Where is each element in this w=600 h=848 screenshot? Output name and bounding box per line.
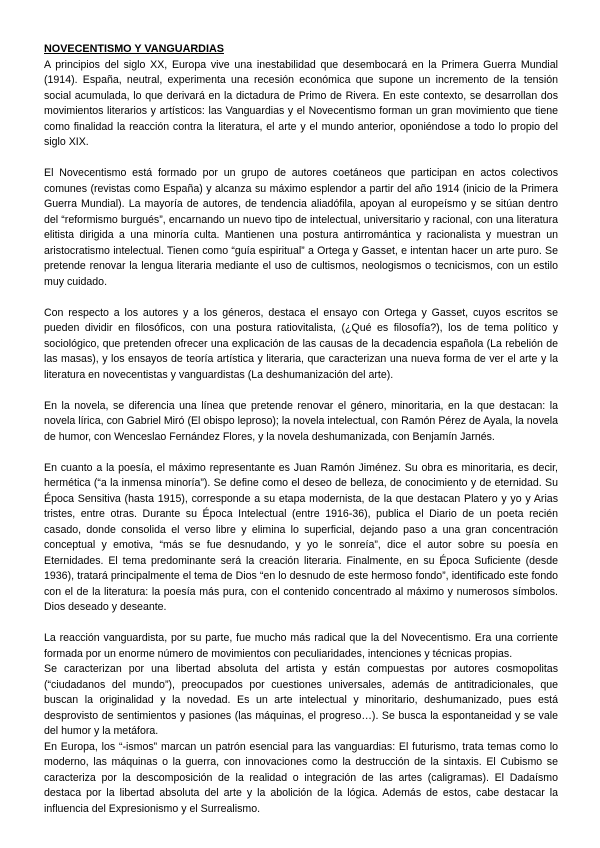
paragraph-poesia: En cuanto a la poesía, el máximo representante es Juan Ramón Jiménez. Su obra es minoritaria, es decir, hermética (“a la inmensa minoría”). Se define como el deseo de belleza, de conocimiento y de eternidad. Su Época Sensitiva (hasta 1915), corresponde a su etapa modernista, de la que destacan Platero y yo y Arias tristes, entre otras. Durante su Época Intelectual (entre 1916-36), publica el Diario de un poeta recién casado, donde consolida el verso libre y elimina lo superficial, dejando paso a una gran concentración conceptual y emotiva, “más se fue desnudando, y yo le sonreía”, dice el autor sobre su poesía en Eternidades. El tema predominante será la creación literaria. Finalmente, en su Época Suficiente (desde 1936), tratará principalmente el tema de Dios “en lo desnudo de este hermoso fondo”, identificado este fondo con el de la literatura: la poesía más pura, con el contenido concentrado al máximo y numerosos símbolos. Dios deseado y deseante. [44,461,558,613]
paragraph-novecentismo: El Novecentismo está formado por un grupo de autores coetáneos que participan en actos colectivos comunes (revistas como España) y alcanza su máximo esplendor a partir del año 1914 (inicio de la Primera Guerra Mundial). La mayoría de autores, de tendencia aliadófila, apoyan al europeísmo y se sitúan dentro del “reformismo burgués”, encarnando un nuevo tipo de intelectual, universitario y racional, con una literatura elitista dirigida a una minoría culta. Mantienen una postura antirromántica y racionalista y muestran un aristocratismo intelectual. Tienen como “guía espiritual” a Ortega y Gasset, e intentan hacer un arte puro. Se pretende renovar la lengua literaria mediante el uso de cultismos, neologismos o tecnicismos, con un estilo muy cuidado. [44,167,558,288]
paragraph-vanguardias-intro: La reacción vanguardista, por su parte, fue mucho más radical que la del Novecentismo. Era una corriente formada por un enorme número de movimientos con peculiaridades, intenciones y técnicas propias. [44,632,558,660]
document-page [44,42,558,817]
document-title: NOVECENTISMO Y VANGUARDIAS [44,43,224,55]
paragraph-intro: A principios del siglo XX, Europa vive una inestabilidad que desembocará en la Primera Guerra Mundial (1914). España, neutral, experimenta una recesión económica que supone un incremento de la tensión social acumulada, lo que derivará en la dictadura de Primo de Rivera. En este contexto, se desarrollan dos movimientos literarios y artísticos: las Vanguardias y el Novecentismo forman un gran movimiento que tiene como finalidad la reacción contra la literatura, el arte y el mundo anterior, oponiéndose a todo lo propio del siglo XIX. [44,58,558,148]
paragraph-novela: En la novela, se diferencia una línea que pretende renovar el género, minoritaria, en la que destacan: la novela lírica, con Gabriel Miró (El obispo leproso); la novela intelectual, con Ramón Pérez de Ayala, la novela de humor, con Wenceslao Fernández Flores, y la novela deshumanizada, con Benjamín Jarnés. [44,399,558,443]
paragraph-ismos: En Europa, los “-ismos” marcan un patrón esencial para las vanguardias: El futurismo, trata temas como lo moderno, las máquinas o la guerra, con innovaciones como la destrucción de la sintaxis. El Cubismo se caracteriza por la descomposición de la realidad o integración de las artes (caligramas). El Dadaísmo destaca por la libertad absoluta del arte y la abolición de la lógica. Además de estos, cabe destacar la influencia del Expresionismo y el Surrealismo. [44,740,558,815]
paragraph-ensayo: Con respecto a los autores y a los géneros, destaca el ensayo con Ortega y Gasset, cuyos escritos se pueden dividir en filosóficos, con una postura ratiovitalista, (¿Qué es filosofía?), los de tema político y sociológico, que pretenden ofrecer una explicación de las causas de la decadencia española (La rebelión de las masas), y los ensayos de teoría artística y literaria, que caracterizan una nueva forma de ver el arte y la literatura en novecentistas y vanguardistas (La deshumanización del arte). [44,306,558,381]
paragraph-vanguardias-caracteristicas: Se caracterizan por una libertad absoluta del artista y están compuestas por autores cosmopolitas (“ciudadanos del mundo”), preocupados por cuestiones universales, además de antitradicionales, que buscan la originalidad y la novedad. Es un arte intelectual y minoritario, deshumanizado, pues está desprovisto de sentimientos y pasiones (las máquinas, el progreso…). Se busca la espontaneidad y se vale del humor y la metáfora. [44,663,558,737]
